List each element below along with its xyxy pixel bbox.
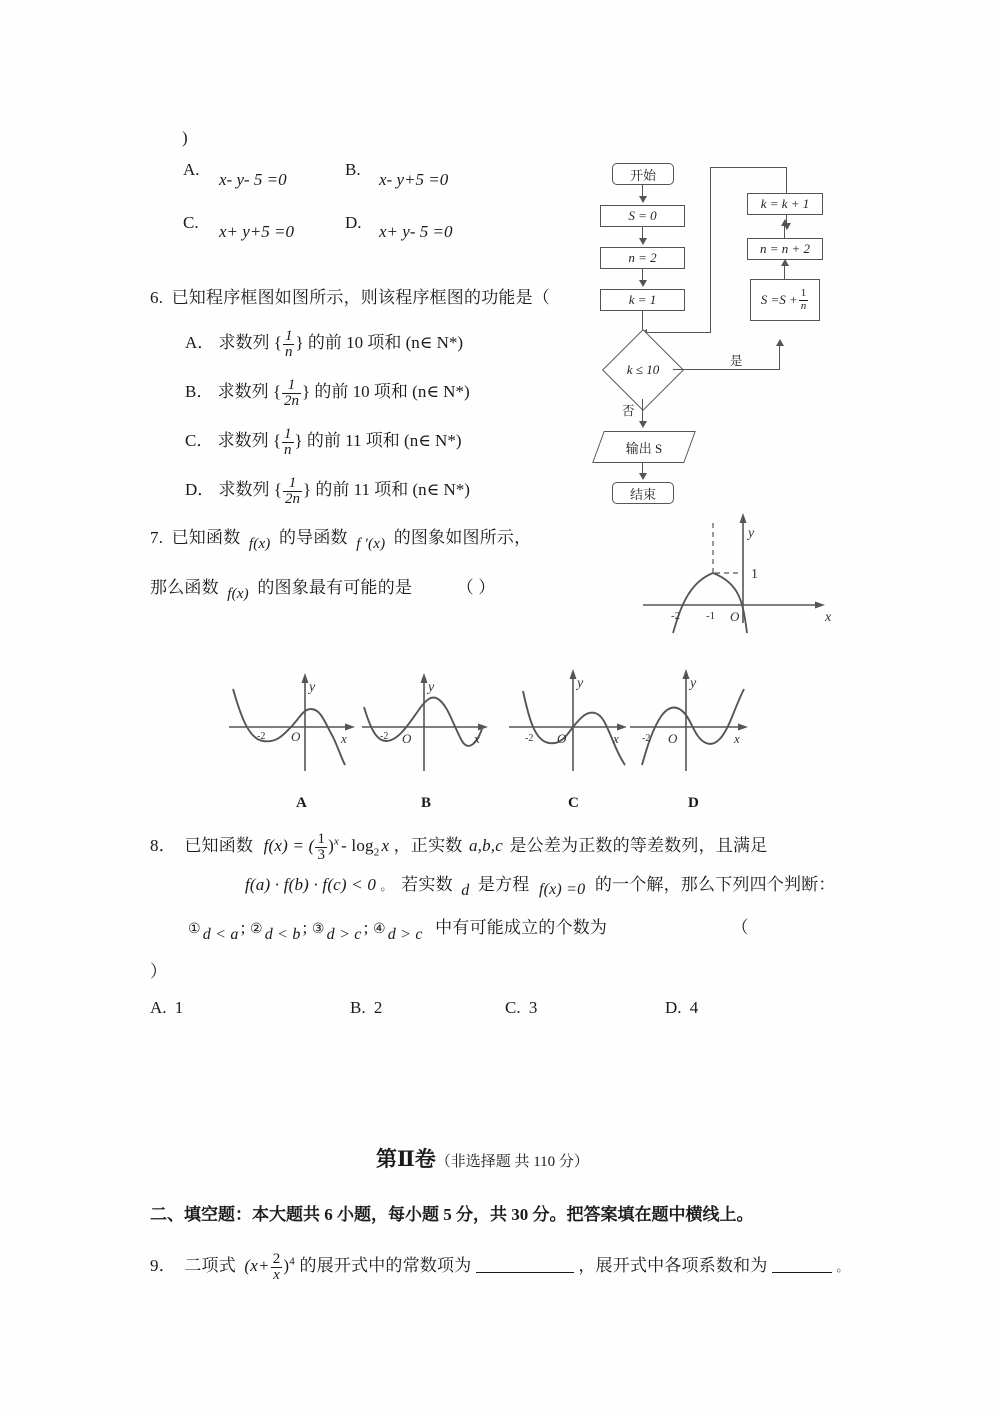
q5-option-b (345, 160, 361, 180)
flow-arrow-down (639, 196, 647, 203)
q9-fraction: $\frac{2}{x}$ (272, 1251, 281, 1284)
derivative-graph-value-1: 1 (751, 567, 758, 582)
q8-d-var: d (461, 882, 470, 899)
flow-edge (784, 225, 785, 239)
program-flowchart (590, 155, 860, 510)
volume-two-subtitle: （非选择题 共 110 分） (435, 1154, 589, 1170)
q8-equation: f(x) =0 (538, 881, 586, 898)
derivative-graph-y-label: y (748, 526, 755, 541)
q7-fx-2: f(x) (227, 586, 249, 602)
flowchart-k-update-node: k = k + 1 (747, 193, 823, 215)
svg-text:O: O (402, 731, 412, 746)
q5-option-d (345, 213, 362, 233)
flow-edge (710, 167, 787, 168)
q8-answer-paren-close: ） (150, 962, 168, 981)
q8-answer-paren-open: （ (731, 918, 749, 937)
flowchart-n-update-node: n = n + 2 (747, 238, 823, 260)
q7-choice-label-a: A (296, 795, 307, 811)
q5-option-a-expr: x- y- 5 =0 (219, 170, 287, 189)
q6-stem-text: 已知程序框图如图所示，则该程序框图的功能是（ (171, 288, 551, 307)
q6-number: 6. (150, 288, 164, 307)
q8-option-b: B. 2 (350, 998, 383, 1017)
q6-option-a-letter: A． (185, 333, 215, 352)
q9-line: 9． 二项式 (x+ $\frac{2}{x}$ )$^4$ 的展开式中的常数项为 ，展开式中各项系数和为 。 (150, 1251, 849, 1284)
svg-text:-2: -2 (380, 731, 389, 742)
q6-option-d: D． 求数列 { $\frac{1}{2n}$ } 的前 11 项和 (n∈ N*) (185, 474, 470, 508)
derivative-graph-origin: O (730, 609, 740, 624)
q5-option-a (183, 160, 200, 180)
q8-line2: f(a) · f(b) · f(c) < 0 。 若实数 d 是方程 f(x) =0 的一个解，那么下列四个判断： (245, 875, 836, 899)
q7-choice-graph-d (626, 665, 766, 780)
flowchart-s-update-node: S =S + $\frac{1}{n}$ (750, 279, 820, 321)
flow-arrow-up (781, 219, 789, 226)
flow-arrow-up (776, 339, 784, 346)
q8-option-a: A. 1 (150, 998, 184, 1017)
svg-text:x: x (734, 731, 740, 746)
q7-fx-1: f(x) (248, 536, 271, 552)
derivative-graph-tick-neg1: -1 (706, 610, 716, 622)
q8-number: 8． (150, 836, 176, 856)
q6-option-d-letter: D． (185, 480, 215, 499)
flow-edge (710, 167, 711, 333)
q6-option-c: C． 求数列 { $\frac{1}{n}$ } 的前 11 项和 (n∈ N*) (185, 425, 462, 459)
flowchart-yes-label: 是 (730, 354, 743, 368)
q7-choice-label-c: C (568, 795, 579, 811)
svg-text:O: O (291, 729, 301, 744)
flowchart-no-label: 否 (622, 404, 635, 418)
q6-stem (150, 288, 550, 308)
flow-arrow-up (781, 259, 789, 266)
q6-option-d-fraction: $\frac{1}{2n}$ (284, 474, 300, 508)
flow-arrow-down (639, 238, 647, 245)
flow-arrow-down (639, 473, 647, 480)
q8-abc: a,b,c (468, 836, 503, 856)
q6-option-b-letter: B． (185, 382, 214, 401)
svg-text:O: O (668, 731, 678, 746)
q8-line3: ① d < a ; ② d < b ; ③ d > c ; ④ d > c 中有可能成立的个数为 （ (188, 918, 749, 943)
q7-derivative-graph (635, 505, 840, 635)
q7-line1: 7. 已知函数 f(x) 的导函数 f ′(x) 的图象如图所示， (150, 528, 532, 552)
q7-choice-graph-c (505, 665, 645, 780)
svg-text:-2: -2 (257, 731, 266, 742)
q6-option-c-letter: C． (185, 431, 214, 450)
q8-judgement-3: ③ d > c ; (311, 918, 369, 943)
derivative-graph-x-label: x (825, 610, 832, 625)
volume-two-title: 第Ⅱ卷 (376, 1147, 436, 1171)
q8-option-c: C. 3 (505, 998, 538, 1017)
q8-fx-def: f(x) = ( (263, 836, 315, 856)
svg-text:y: y (428, 680, 435, 695)
q5-option-d-expr: x+ y- 5 =0 (379, 222, 453, 241)
flow-arrow-down (639, 421, 647, 428)
q6-option-c-fraction: $\frac{1}{n}$ (284, 425, 292, 459)
q9-binomial-expression: (x+ $\frac{2}{x}$ )$^4$ (244, 1251, 295, 1284)
s-update-fraction: $\frac{1}{n}$ (800, 287, 807, 312)
q5-option-d-letter: D. (345, 213, 362, 232)
q5-option-c-expr: x+ y+5 =0 (219, 222, 295, 241)
q5-close-paren-text: ) (182, 128, 188, 147)
flowchart-n-init-node: n = 2 (600, 247, 685, 269)
svg-text:-2: -2 (642, 733, 651, 744)
q6-option-b-fraction: $\frac{1}{2n}$ (284, 376, 300, 410)
q8-one-third: $\frac{1}{3}$ (317, 831, 326, 864)
q8-inequality: f(a) · f(b) · f(c) < 0 (245, 875, 377, 894)
q5-option-a-letter: A. (183, 160, 200, 179)
q7-choice-label-d: D (688, 795, 699, 811)
q8-line4 (150, 962, 167, 982)
q9-number: 9． (150, 1256, 176, 1276)
svg-text:x: x (474, 731, 480, 746)
svg-text:x: x (341, 731, 347, 746)
svg-text:y: y (690, 676, 697, 691)
flow-edge (784, 265, 785, 280)
svg-text:-2: -2 (525, 733, 534, 744)
svg-text:y: y (309, 680, 316, 695)
derivative-graph-tick-neg2: -2 (671, 610, 681, 622)
q7-choice-graph-b (358, 665, 498, 780)
q8-option-d: D. 4 (665, 998, 699, 1017)
q7-answer-paren: （ ） (456, 578, 496, 597)
q9-answer-blank-2[interactable] (772, 1272, 832, 1273)
q8-judgement-4: ④ d > c (372, 922, 423, 943)
q9-exponent: 4 (289, 1255, 295, 1268)
volume-two-heading (376, 1143, 589, 1173)
section-two-heading: 二、填空题：本大题共 6 小题，每小题 5 分，共 30 分。把答案填在题中横线上。 (150, 1205, 754, 1224)
flowchart-s-init-node: S = 0 (600, 205, 685, 227)
q8-judgement-1: ① d < a ; (188, 918, 246, 943)
q5-option-b-expr: x- y+5 =0 (379, 170, 449, 189)
q7-choice-label-b: B (421, 795, 432, 811)
q6-option-a: A． 求数列 { $\frac{1}{n}$ } 的前 10 项和 (n∈ N*) (185, 327, 464, 361)
flow-edge (779, 345, 780, 370)
q5-option-b-letter: B. (345, 160, 361, 179)
flow-edge (643, 332, 711, 333)
flow-arrow-down (639, 280, 647, 287)
q7-choice-graph-a (225, 665, 365, 780)
q9-answer-blank-1[interactable] (476, 1272, 574, 1273)
q7-number: 7. (150, 528, 164, 547)
q8-judgement-2: ② d < b ; (249, 918, 308, 943)
svg-text:O: O (557, 731, 567, 746)
flow-edge (673, 369, 780, 370)
flowchart-start-node: 开始 (612, 163, 674, 185)
q7-line2: 那么函数 f(x) 的图象最有可能的是 （ ） (150, 578, 496, 602)
svg-text:y: y (577, 676, 584, 691)
q5-option-c (183, 213, 199, 233)
svg-text:x: x (613, 731, 619, 746)
q8-line1: 8． 已知函数 f(x) = ( $\frac{1}{3}$ )$^x - \log_2 x$ ，正实数 a,b,c 是公差为正数的等差数列，且满足 (150, 831, 768, 864)
q7-f-prime-x: f ′(x) (356, 536, 386, 552)
flowchart-output-label: 输出 S (625, 440, 663, 456)
q5-close-paren (182, 128, 188, 148)
derivative-graph-svg (635, 505, 840, 635)
flowchart-end-node: 结束 (612, 482, 674, 504)
q6-option-a-fraction: $\frac{1}{n}$ (284, 327, 293, 361)
q5-option-c-letter: C. (183, 213, 199, 232)
flowchart-decision-label: k ≤ 10 (626, 362, 660, 377)
q6-option-b: B． 求数列 { $\frac{1}{2n}$ } 的前 10 项和 (n∈ N*) (185, 376, 470, 410)
flowchart-k-init-node: k = 1 (600, 289, 685, 311)
